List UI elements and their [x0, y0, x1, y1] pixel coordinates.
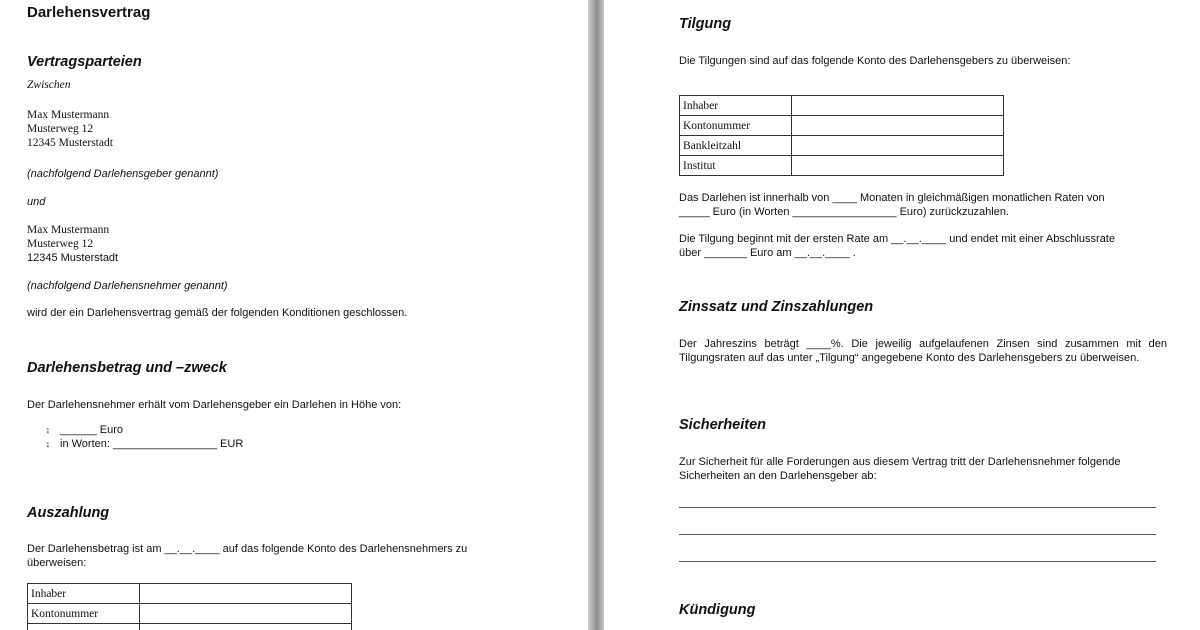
table-row [28, 584, 352, 604]
table-row [680, 136, 1004, 156]
borrower-name: Max Mustermann [27, 224, 110, 236]
repayment-para1-line1: Das Darlehen ist innerhalb von ____ Monaten in gleichmäßigen monatlichen Raten von [679, 192, 1105, 204]
document-title: Darlehensvertrag [27, 4, 151, 21]
security-blank-line[interactable] [679, 534, 1156, 535]
payout-text-line2: überweisen: [27, 557, 87, 569]
borrower-street: Musterweg 12 [27, 238, 94, 250]
bullet-icon: ⨟ [46, 438, 50, 450]
security-text-line1: Zur Sicherheit für alle Forderungen aus diesem Vertrag tritt der Darlehensnehmer folgende [679, 456, 1121, 468]
account-field-label [28, 624, 140, 630]
repayment-para2-line2: über _______ Euro am __.__.____ . [679, 247, 856, 259]
security-blank-line[interactable] [679, 561, 1156, 562]
table-row [680, 156, 1004, 176]
lender-note: (nachfolgend Darlehensgeber genannt) [27, 168, 219, 180]
lender-city: 12345 Musterstadt [27, 137, 113, 149]
account-field-label: Inhaber [28, 584, 140, 604]
repayment-para1-line2: _____ Euro (in Worten _________________ Euro) zurückzuzahlen. [679, 206, 1010, 218]
repayment-para2-line1: Die Tilgung beginnt mit der ersten Rate am __.__.____ und endet mit einer Abschlussrate [679, 233, 1115, 245]
account-field-value[interactable] [792, 156, 1004, 176]
bullet-icon: ⨟ [46, 424, 50, 436]
account-field-value[interactable] [140, 624, 352, 630]
account-field-value[interactable] [792, 116, 1004, 136]
borrower-note: (nachfolgend Darlehensnehmer genannt) [27, 280, 228, 292]
lender-name: Max Mustermann [27, 109, 110, 121]
account-field-value[interactable] [792, 96, 1004, 116]
account-field-label: Institut [680, 156, 792, 176]
account-field-label: Kontonummer [28, 604, 140, 624]
document-page-right [604, 0, 1200, 630]
section-heading-payout: Auszahlung [27, 505, 110, 521]
table-row [28, 624, 352, 630]
borrower-city: 12345 Musterstadt [27, 252, 119, 264]
section-heading-termination: Kündigung [679, 602, 756, 618]
amount-text: Der Darlehensnehmer erhält vom Darlehensgeber ein Darlehen in Höhe von: [27, 399, 402, 411]
section-heading-parties: Vertragsparteien [27, 54, 142, 70]
payout-account-table [27, 583, 352, 630]
account-field-label: Bankleitzahl [680, 136, 792, 156]
amount-bullet-euro: ⨟ ______ Euro [46, 424, 123, 436]
interest-text: Der Jahreszins beträgt ____%. Die jeweilig aufgelaufenen Zinsen sind zusammen mit den Tilgungsraten auf das unter „Tilgung“ angegebene Konto des Darlehensgebers zu überweisen. [679, 338, 1167, 364]
security-blank-line[interactable] [679, 507, 1156, 508]
account-field-value[interactable] [140, 584, 352, 604]
section-heading-amount: Darlehensbetrag und –zweck [27, 360, 227, 376]
repayment-account-table [679, 95, 1004, 176]
between-label: Zwischen [27, 79, 71, 91]
and-label: und [27, 196, 46, 208]
repayment-text: Die Tilgungen sind auf das folgende Konto des Darlehensgebers zu überweisen: [679, 55, 1071, 67]
section-heading-interest: Zinssatz und Zinszahlungen [679, 299, 874, 315]
document-page-left [0, 0, 588, 630]
account-field-value[interactable] [792, 136, 1004, 156]
account-field-label: Kontonummer [680, 116, 792, 136]
section-heading-repayment: Tilgung [679, 16, 732, 32]
parties-closing-text: wird der ein Darlehensvertrag gemäß der folgenden Konditionen geschlossen. [27, 307, 408, 319]
account-field-label: Inhaber [680, 96, 792, 116]
page-gutter [588, 0, 604, 630]
account-field-value[interactable] [140, 604, 352, 624]
table-row [680, 96, 1004, 116]
table-row [680, 116, 1004, 136]
lender-street: Musterweg 12 [27, 123, 94, 135]
payout-text-line1: Der Darlehensbetrag ist am __.__.____ auf das folgende Konto des Darlehensnehmers zu [27, 543, 468, 555]
security-text-line2: Sicherheiten an den Darlehensgeber ab: [679, 470, 877, 482]
amount-bullet-words: ⨟ in Worten: _________________ EUR [46, 438, 244, 450]
section-heading-security: Sicherheiten [679, 417, 767, 433]
table-row [28, 604, 352, 624]
